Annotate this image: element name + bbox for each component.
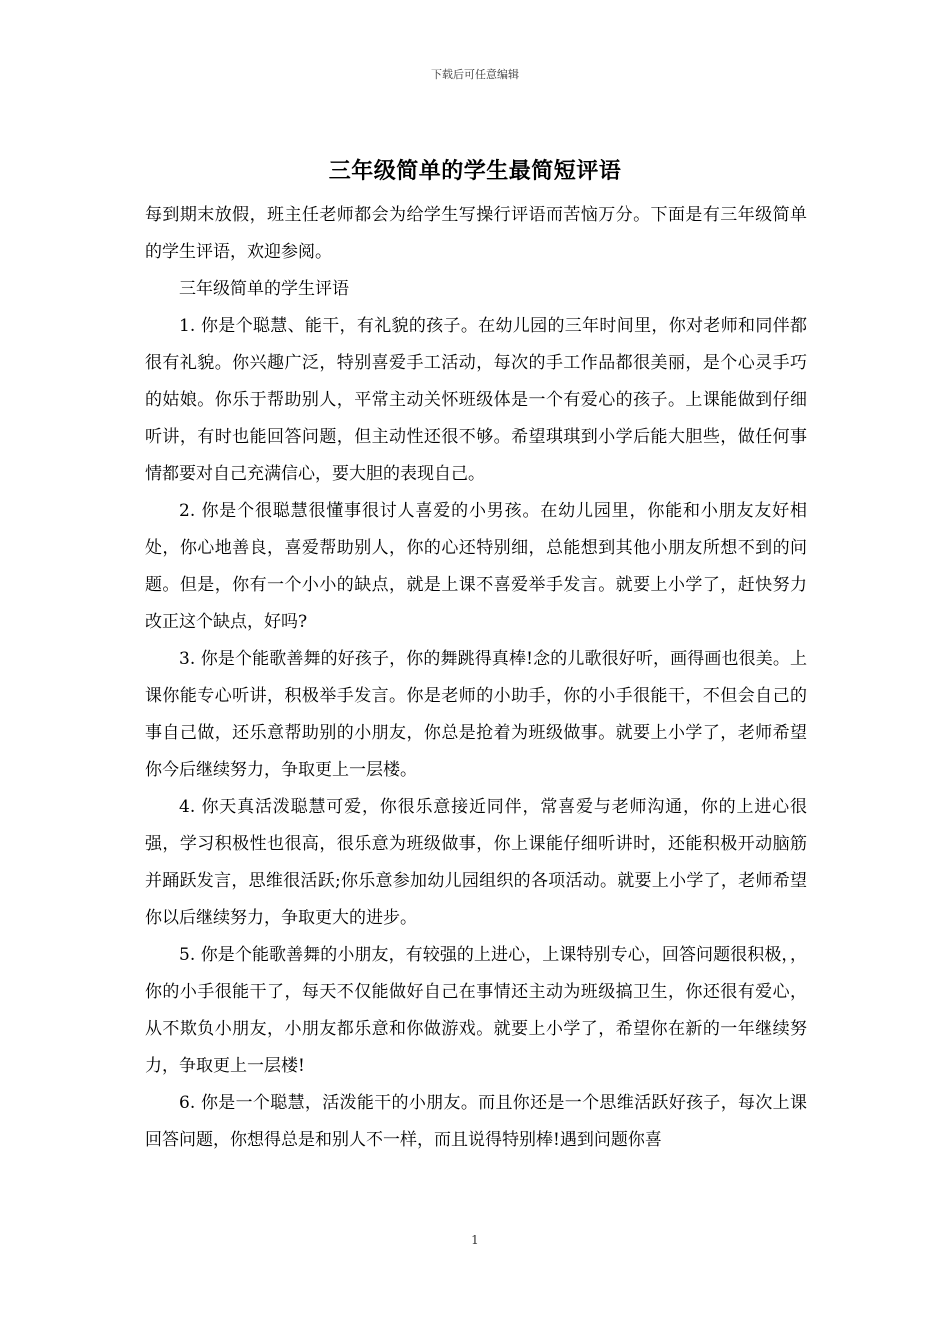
comment-paragraph-4: 4. 你天真活泼聪慧可爱，你很乐意接近同伴，常喜爱与老师沟通，你的上进心很强，学习积极性也很高，很乐意为班级做事，你上课能仔细听讲时，还能积极开动脑筋并踊跃发言，思维很活跃;你乐意参加幼儿园组织的各项活动。就要上小学了，老师希望你以后继续努力，争取更大的进步。	[145, 797, 807, 928]
page-number: 1	[471, 1233, 479, 1247]
document-title: 三年级简单的学生最简短评语	[328, 158, 622, 184]
comment-paragraph-3: 3. 你是个能歌善舞的好孩子，你的舞跳得真棒!念的儿歌很好听，画得画也很美。上课你能专心听讲，积极举手发言。你是老师的小助手，你的小手很能干，不但会自己的事自己做，还乐意帮助别的小朋友，你总是抢着为班级做事。就要上小学了，老师希望你今后继续努力，争取更上一层楼。	[145, 649, 807, 780]
page-header-note: 下载后可任意编辑	[431, 68, 519, 81]
comment-paragraph-1: 1. 你是个聪慧、能干，有礼貌的孩子。在幼儿园的三年时间里，你对老师和同伴都很有礼貌。你兴趣广泛，特别喜爱手工活动，每次的手工作品都很美丽，是个心灵手巧的姑娘。你乐于帮助别人，平常主动关怀班级体是一个有爱心的孩子。上课能做到仔细听讲，有时也能回答问题，但主动性还很不够。希望琪琪到小学后能大胆些，做任何事情都要对自己充满信心，要大胆的表现自己。	[145, 316, 807, 484]
comment-paragraph-2: 2. 你是个很聪慧很懂事很讨人喜爱的小男孩。在幼儿园里，你能和小朋友友好相处，你心地善良，喜爱帮助别人，你的心还特别细，总能想到其他小朋友所想不到的问题。但是，你有一个小小的缺点，就是上课不喜爱举手发言。就要上小学了，赶快努力改正这个缺点，好吗?	[145, 501, 807, 632]
intro-paragraph: 每到期末放假，班主任老师都会为给学生写操行评语而苦恼万分。下面是有三年级简单的学生评语，欢迎参阅。	[145, 205, 807, 262]
document-body	[145, 197, 807, 1159]
comment-paragraph-5: 5. 你是个能歌善舞的小朋友，有较强的上进心，上课特别专心，回答问题很积极，，你的小手很能干了，每天不仅能做好自己在事情还主动为班级搞卫生，你还很有爱心，从不欺负小朋友，小朋友都乐意和你做游戏。就要上小学了，希望你在新的一年继续努力，争取更上一层楼!	[145, 945, 807, 1076]
section-subheading: 三年级简单的学生评语	[179, 279, 349, 299]
comment-paragraph-6: 6. 你是一个聪慧，活泼能干的小朋友。而且你还是一个思维活跃好孩子，每次上课回答问题，你想得总是和别人不一样，而且说得特别棒!遇到问题你喜	[145, 1093, 807, 1150]
